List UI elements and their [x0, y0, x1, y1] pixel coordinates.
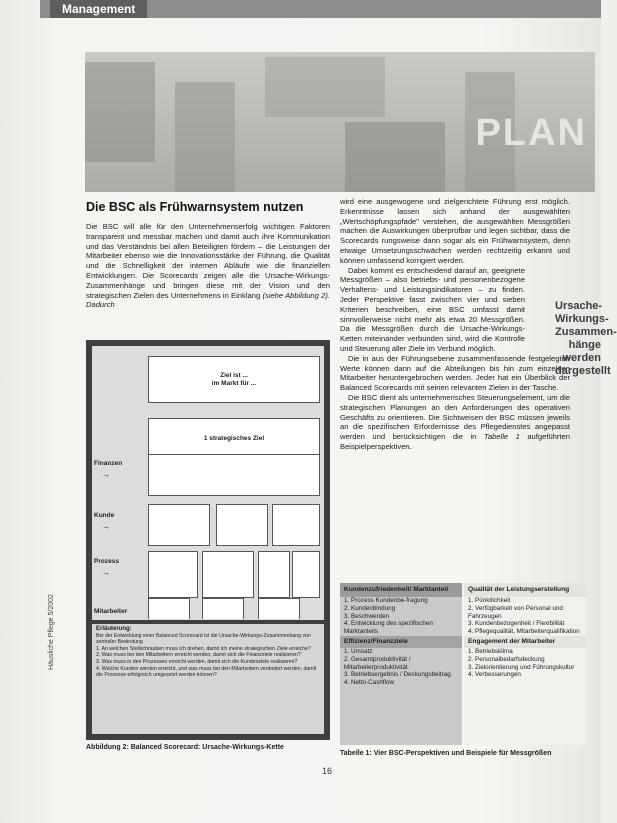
process-box-3: [258, 551, 290, 598]
table-caption: Tabelle 1: Vier BSC-Perspektiven und Beispiele für Messgrößen: [340, 750, 552, 757]
photo-sign-text: PLAN: [475, 112, 587, 154]
article-title: Die BSC als Frühwarnsystem nutzen: [86, 200, 304, 214]
table-item: 3. Kundenbezogenheit / Flexibilität: [468, 620, 565, 628]
row-label-process: Prozess: [94, 558, 119, 565]
row-label-employee: Mitarbeiter: [94, 608, 128, 615]
header-photo: [85, 52, 595, 192]
customer-box-1: [148, 504, 210, 546]
source-note: Häusliche Pflege 5/2002: [48, 594, 55, 670]
employee-box-1: [148, 598, 190, 619]
paragraph-3: Die in aus der Führungsebene zusammenfassende festgelegten Werte können dann auf die Abteilungen bis hin zum einzelnen Mitarbeiter heruntergebrochen werden. Jeder hat ein Überblick der Balanced Scorecards mit seinen relevanten Zielen in der Tasche.: [340, 353, 570, 393]
process-box-4: [292, 551, 320, 598]
table-header: Kundenzufriedenheit/ Marktanteil: [340, 583, 462, 597]
table-item: 3. Zielorientierung und Führungskultur: [468, 663, 575, 671]
article-intro: Die BSC will alle für den Unternehmenserfolg wichtigen Faktoren transparent und messbar machen und damit auch ihre Kommunikation und das Verständnis bei allen Beteiligten fördern – die Leistungen der Mitarbeiter ebenso wie die Innovationsstärke der Führung, die Qualität und die Schnelligkeit der internen Abläufe wie die finanziellen Entwicklungen. Die Scorecards zeigen alle die Ursache-Wirkungs-Zusammenhänge und bringen diese mit der Vision und den strategischen Zielen des Unternehmens in Einklang (siehe Abbildung 2). Dadurch: [86, 222, 330, 310]
table-item: 2. Verfügbarkeit von Personal und Fahrzeugen: [468, 604, 563, 620]
perspectives-table: [340, 583, 590, 745]
arrow-icon: →: [102, 470, 110, 479]
table-item: 1. Prozess Kundenbe-fragung: [344, 597, 428, 604]
strategy-box: 1 strategisches Ziel: [148, 418, 320, 460]
process-box-2: [202, 551, 254, 598]
paragraph-4: Die BSC dient als unternehmerisches Steuerungselement, um die strategischen Planungen an den Anforderungen des operativen Geschäfts zu orientieren. Die Sichtweisen der BSC müssen jeweils an die spezifischen Erfordernisse des Pflegedienstes angepasst werden und berücksichtigen die in Tabelle 1 aufgeführten Beispielperspektiven.: [340, 392, 570, 451]
section-label: Management: [50, 0, 147, 18]
employee-box-2: [202, 598, 244, 619]
table-item: 2. Personalbedarfsdeckung: [468, 655, 545, 663]
row-label-finance: Finanzen: [94, 460, 123, 467]
customer-box-2: [216, 504, 268, 546]
table-item: 2. Gesamtproduktivität / Mitarbeiterproduktivität: [344, 655, 411, 671]
table-subheader: Effizienz/Finanzziele: [340, 636, 462, 648]
table-subheader: Engagement der Mitarbeiter: [464, 636, 586, 648]
finance-box: [148, 454, 320, 496]
arrow-icon: →: [102, 522, 110, 531]
goal-box: Ziel ist ... im Markt für ...: [148, 356, 320, 403]
process-box-1: [148, 551, 198, 598]
figure-legend: Erläuterung: Bei der Entwicklung einer Balanced Scorecard ist die Ursache-Wirkungs-Zusammenhang von zentraler Bedeutung 1. An welchen Stellschrauben muss ich drehen, damit ich meine strategischen Ziele erreiche? 2. Was muss bei den Mitarbeitern erreicht werden, damit sich die Finanzziele realisieren? 3. Was muss in den Prozessen erreicht werden, damit sich die Kundenziele realisieren? 4. Welche Kunden werden erreicht, und was muss bei den Mitarbeitern verändert werden, damit die Prozesse erfolgreich umgesetzt werden können?: [92, 624, 324, 734]
table-item: 1. Pünktlichkeit: [468, 597, 511, 604]
table-item: 4. Entwicklung des spezifischen Marktanteils: [344, 620, 433, 636]
table-left-column: [340, 583, 462, 745]
table-item: 4. Verbesserungen: [468, 671, 521, 679]
table-item: 3. Beschwerden: [344, 612, 390, 620]
scorecard-diagram: [92, 346, 324, 620]
arrow-icon: →: [102, 568, 110, 577]
scorecard-figure: [86, 340, 330, 740]
table-item: 2. Kundenbindung: [344, 604, 396, 612]
employee-box-3: [258, 598, 300, 619]
paragraph-1: wird eine ausgewogene und zielgerichtete Führung erst möglich. Erkenntnisse lassen sich anhand der ausgewählten „Wertschöpfungspfade" verstehen, die ausgewählten Messgrößen machen die Auswirkungen überprüfbar und legen sichtbar, dass die Scorecards rungsweise dann sogar als ein Frühwarnsystem, denn etwaige Umsetzungsschwächen werden rechtzeitig erkannt und können umfassend korrigiert werden.: [340, 197, 570, 265]
table-item: 4. Pflegequalität, Mitarbeiterqualifikation: [468, 628, 580, 636]
article-left-column: [86, 200, 330, 310]
customer-box-3: [272, 504, 320, 546]
article-right-column: [340, 197, 570, 452]
table-right-column: [464, 583, 586, 745]
table-item: 1. Betriebsklima: [468, 647, 513, 655]
table-item: 1. Umsatz: [344, 647, 373, 655]
page-number: 16: [322, 766, 333, 776]
figure-caption: Abbildung 2: Balanced Scorecard: Ursache-Wirkungs-Kette: [86, 744, 284, 751]
table-item: 3. Betriebsergebnis / Deckungsbeitrag: [344, 671, 451, 679]
row-label-customer: Kunde: [94, 512, 115, 519]
pull-quote: Ursache- Wirkungs- Zusammen- hänge werden dargestellt: [555, 300, 617, 377]
table-header: Qualität der Leistungserstellung: [464, 583, 586, 597]
paragraph-2: Dabei kommt es entscheidend darauf an, geeignete Messgrößen – also betriebs- und personenbezogene Verhaltens- und Leistungsindikatoren – zu finden. Jeder Perspektive fasst zwischen vier und sieben Kriterien beschreiben, eine BSC umfasst damit sinnvollerweise nicht mehr als etwa 20 Messgrößen. Da die Messgrößen durch die Ursache-Wirkungs-Ketten miteinander verbunden sind, wird die Kontrolle und Steuerung aller Ziele im Verbund möglich.: [340, 265, 525, 353]
table-item: 4. Netto-Cashflow: [344, 679, 395, 687]
